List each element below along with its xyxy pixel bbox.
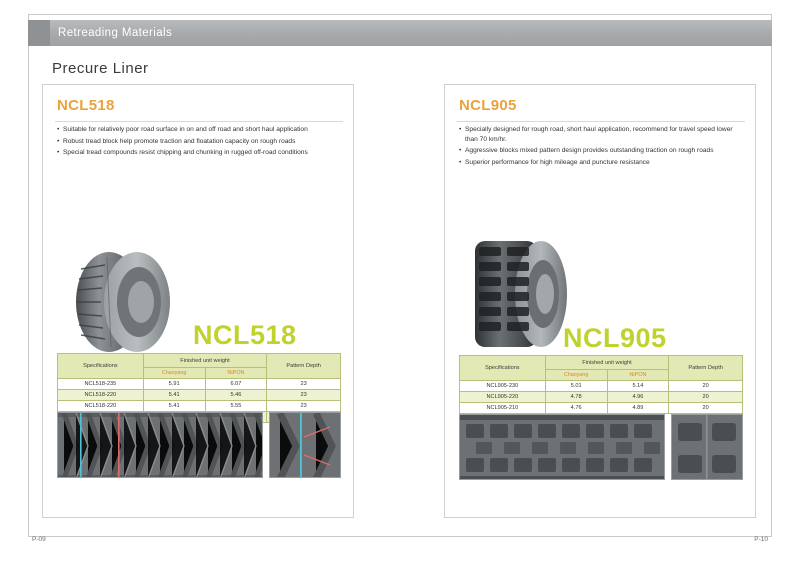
list-item: • Superior performance for high mileage and puncture resistance <box>459 158 747 168</box>
product-model-label: NCL905 <box>563 323 667 353</box>
cell-depth: 23 <box>267 390 341 401</box>
column-header-nipon: NIPON <box>205 368 267 379</box>
product-title: NCL518 <box>57 97 115 114</box>
cell-chaoyang: 5.41 <box>143 390 205 401</box>
column-header-specifications: Specifications <box>58 354 144 379</box>
page-title: Precure Liner <box>52 60 149 77</box>
tread-pattern-photos <box>57 412 341 478</box>
cell-nipon: 5.55 <box>205 401 267 412</box>
cell-nipon: 5.46 <box>205 390 267 401</box>
cell-chaoyang: 5.91 <box>143 379 205 390</box>
card-divider <box>457 121 745 122</box>
cell-chaoyang: 4.76 <box>545 403 607 414</box>
list-item: • Specially designed for rough road, short haul application, recommend for travel speed lower than 70 km/hr. <box>459 125 747 144</box>
cell-nipon: 4.89 <box>607 403 669 414</box>
tread-pattern-icon <box>58 413 263 478</box>
cell-depth: 20 <box>669 381 743 392</box>
list-item: • Suitable for relatively poor road surface in on and off road and short haul application <box>57 125 345 135</box>
list-item: • Special tread compounds resist chipping and chunking in rugged off-road conditions <box>57 148 345 158</box>
column-header-chaoyang: Chaoyang <box>545 370 607 381</box>
cell-spec: NCL518-235 <box>58 379 144 390</box>
tread-pattern-top-view <box>459 414 665 480</box>
cell-chaoyang: 5.01 <box>545 381 607 392</box>
tread-pattern-top-view <box>57 412 263 478</box>
tread-pattern-detail-view <box>269 412 341 478</box>
table-row <box>460 381 743 392</box>
tread-pattern-detail-view <box>671 414 743 480</box>
cell-chaoyang: 5.41 <box>143 401 205 412</box>
table-row <box>58 379 341 390</box>
header-accent-block <box>28 20 50 46</box>
cell-depth: 20 <box>669 403 743 414</box>
tire-illustration-icon <box>67 249 187 354</box>
tread-detail-icon <box>672 415 743 480</box>
table-row <box>58 401 341 412</box>
tread-pattern-photos <box>459 414 743 480</box>
page-number-right: P-10 <box>754 536 768 543</box>
cell-chaoyang: 4.78 <box>545 392 607 403</box>
table-row <box>460 403 743 414</box>
column-header-specifications: Specifications <box>460 356 546 381</box>
cell-nipon: 5.14 <box>607 381 669 392</box>
list-item: • Robust tread block help promote traction and floatation capacity on rough roads <box>57 137 345 147</box>
specifications-table <box>459 355 743 414</box>
header-title: Retreading Materials <box>58 27 173 39</box>
product-card-ncl518 <box>42 84 354 518</box>
product-features-list <box>459 125 747 169</box>
cell-spec: NCL905-210 <box>460 403 546 414</box>
tread-detail-icon <box>270 413 341 478</box>
product-title: NCL905 <box>459 97 517 114</box>
product-features-list <box>57 125 345 160</box>
column-header-pattern-depth: Pattern Depth <box>267 354 341 379</box>
cell-spec: NCL905-230 <box>460 381 546 392</box>
cell-nipon: 4.96 <box>607 392 669 403</box>
cell-depth: 23 <box>267 379 341 390</box>
product-card-ncl905 <box>444 84 756 518</box>
cell-spec: NCL905-220 <box>460 392 546 403</box>
cell-depth: 20 <box>669 392 743 403</box>
table-row <box>58 390 341 401</box>
tire-photo <box>67 249 187 354</box>
cell-spec: NCL518-220 <box>58 390 144 401</box>
column-header-chaoyang: Chaoyang <box>143 368 205 379</box>
page-number-left: P-09 <box>32 536 46 543</box>
tread-pattern-icon <box>460 415 665 480</box>
cell-spec: NCL518-220 <box>58 401 144 412</box>
page-header-bar <box>28 20 772 46</box>
column-header-finished-unit-weight: Finished unit weight <box>545 356 669 370</box>
table-row <box>460 392 743 403</box>
cell-depth: 23 <box>267 401 341 412</box>
column-header-nipon: NIPON <box>607 370 669 381</box>
column-header-finished-unit-weight: Finished unit weight <box>143 354 267 368</box>
list-item: • Aggressive blocks mixed pattern design provides outstanding traction on rough roads <box>459 146 747 156</box>
card-divider <box>55 121 343 122</box>
column-header-pattern-depth: Pattern Depth <box>669 356 743 381</box>
cell-nipon: 6.07 <box>205 379 267 390</box>
product-model-label: NCL518 <box>193 320 297 350</box>
